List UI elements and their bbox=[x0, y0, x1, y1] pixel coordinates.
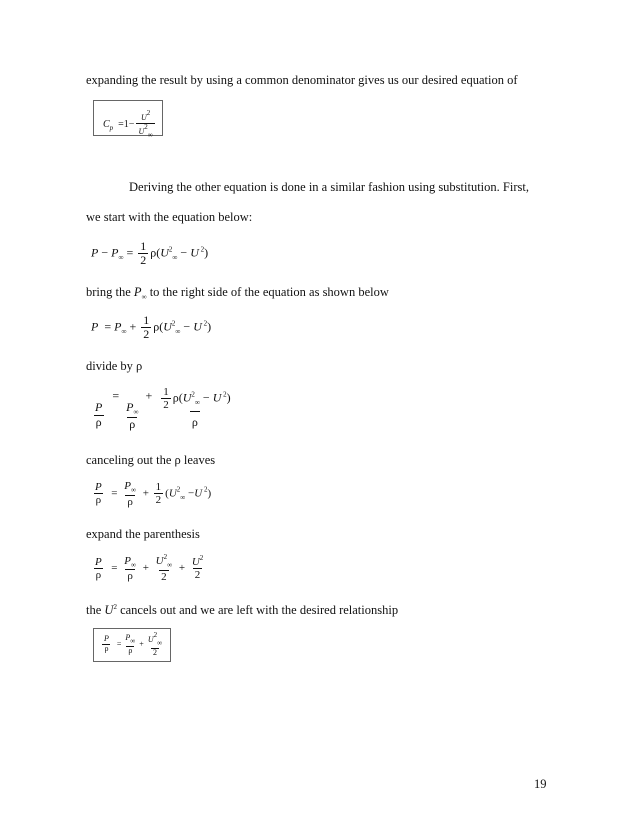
equation-box-final bbox=[93, 628, 171, 662]
paragraph-start: we start with the equation below: bbox=[86, 210, 253, 224]
bring-sub: ∞ bbox=[141, 293, 147, 301]
paragraph-canceling: canceling out the ρ leaves bbox=[86, 453, 216, 467]
cancels-sup: 2 bbox=[113, 603, 117, 611]
cancels-var: U bbox=[104, 603, 114, 617]
equation-final: $\frac{P}{\rho}$ = $\frac{P\infty}{\rho}$ + $\frac{U2\infty}{2}$ bbox=[104, 631, 163, 657]
paragraph-deriving: Deriving the other equation is done in a similar fashion using substitution. First, bbox=[129, 180, 529, 194]
page-number: 19 bbox=[534, 777, 547, 791]
paragraph-expand: expand the parenthesis bbox=[86, 527, 200, 541]
paragraph-expanding: expanding the result by using a common denominator gives us our desired equation of bbox=[86, 73, 518, 87]
cancels-text-a: the bbox=[86, 603, 105, 617]
equation-box-cp bbox=[93, 100, 163, 139]
bring-text-a: bring the bbox=[86, 285, 134, 299]
equation-cp: $C_p =1-$ $\frac{U2}{U2\infty}$ bbox=[103, 109, 153, 139]
bring-var: P bbox=[133, 285, 142, 299]
equation-rearranged: $P = P_\infty$ + $\frac{1}{2}$ $\rho(U^2_\infty - U$ $^2$) bbox=[91, 313, 212, 342]
paragraph-cancels bbox=[86, 603, 398, 618]
paragraph-bring bbox=[86, 285, 389, 301]
equation-divided: $\frac{P}{\rho}$ = $\frac{P_\infty}{\rho}$ + $\frac{1}{2}$ $\rho(U^2_\infty - U$ $^2$) ρ bbox=[95, 386, 231, 432]
equation-bernoulli-start: $P - P_\infty$ = $\frac{1}{2}$ $\rho(U^2_\infty - U$ $^2$) bbox=[91, 239, 209, 268]
paragraph-divide: divide by ρ bbox=[86, 359, 143, 373]
equation-canceled: $\frac{P}{\rho}$ = $\frac{P_\infty}{\rho}$ + $\frac{1}{2}$ ($U^2_\infty -U$ $^2$) bbox=[95, 480, 212, 508]
equation-expanded: $\frac{P}{\rho}$ = $\frac{P_\infty}{\rho}$ + $\frac{U^2_\infty}{2}$ + $\frac{U^2}{2}$ bbox=[95, 553, 204, 583]
bring-text-b: to the right side of the equation as shown below bbox=[146, 285, 389, 299]
cancels-text-b: cancels out and we are left with the desired relationship bbox=[116, 603, 399, 617]
